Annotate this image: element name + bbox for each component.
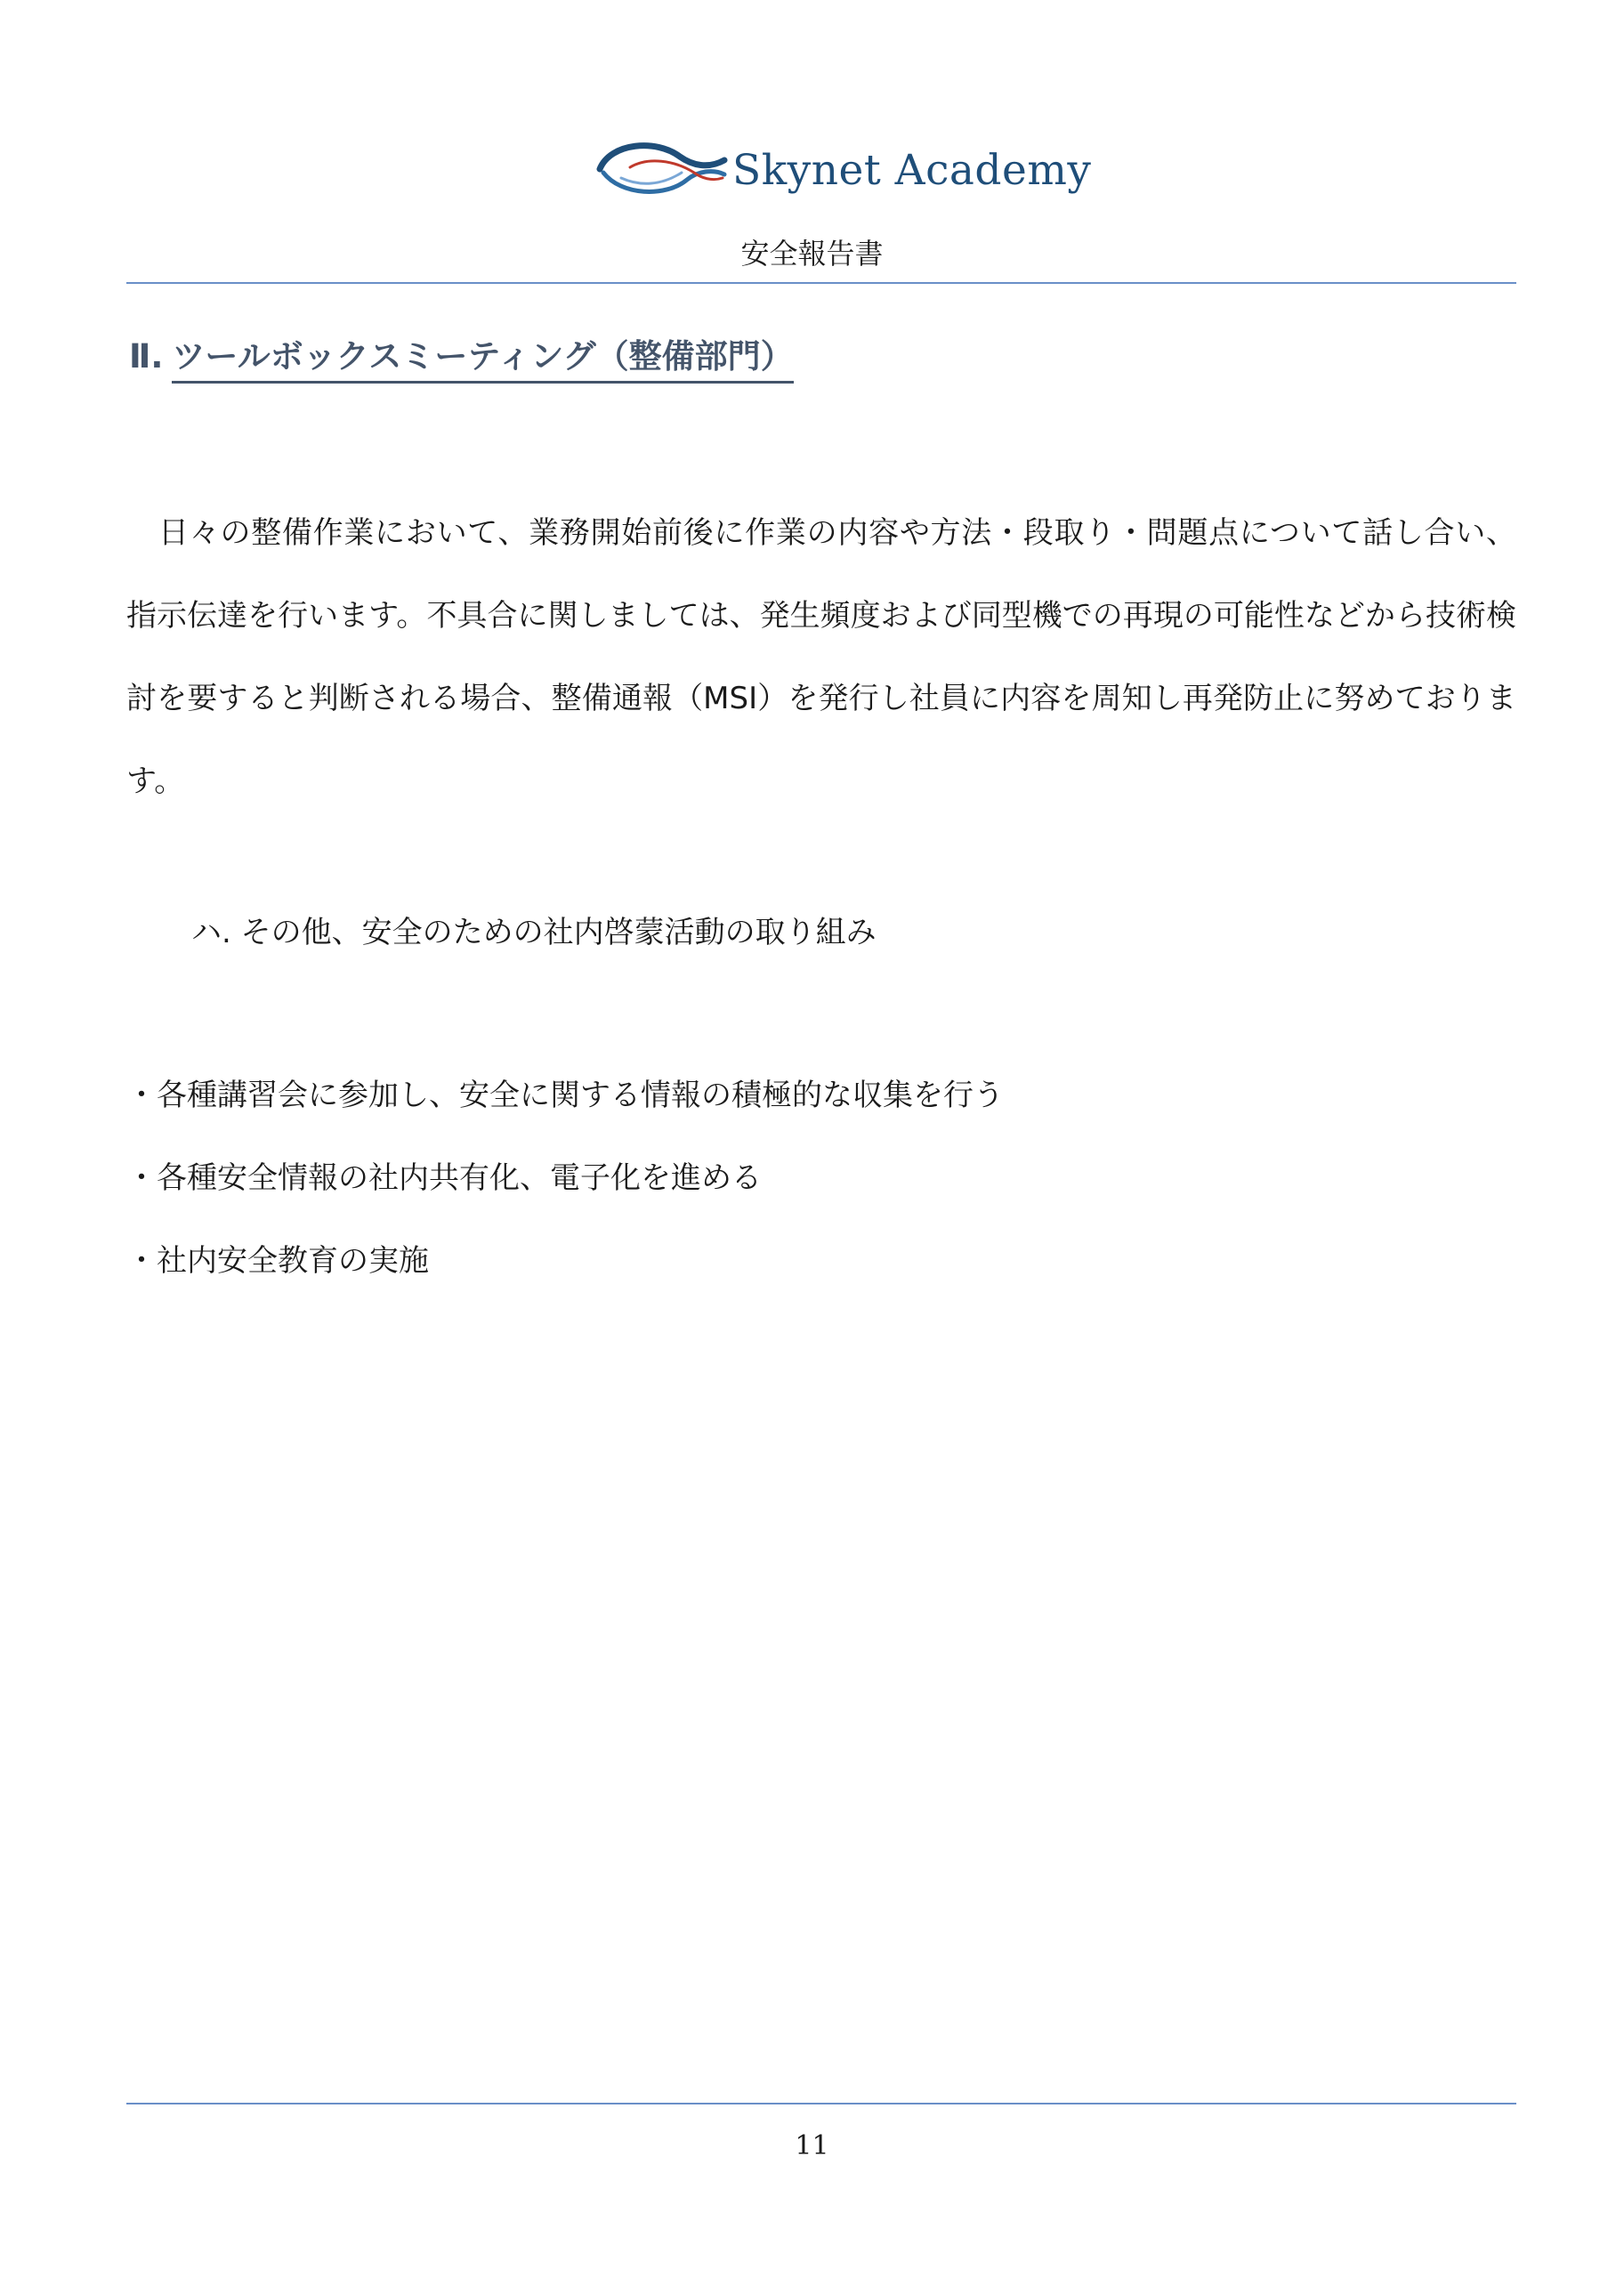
footer-divider bbox=[126, 2103, 1516, 2104]
section-body-paragraph: 日々の整備作業において、業務開始前後に作業の内容や方法・段取り・問題点について話し合い、指示伝達を行います。不具合に関しましては、発生頻度および同型機での再現の可能性などから技術検討を要すると判断される場合、整備通報（MSI）を発行し社員に内容を周知し再発防止に努めております。 bbox=[126, 515, 1516, 799]
brand-logo bbox=[594, 133, 1092, 205]
swoosh-infinity-logo-icon bbox=[594, 133, 728, 205]
bullet-list bbox=[126, 1054, 1004, 1303]
section-title: ツールボックスミーティング（整備部門） bbox=[172, 329, 793, 384]
header-divider bbox=[126, 282, 1516, 284]
subsection-heading: ハ. その他、安全のための社内啓蒙活動の取り組み bbox=[191, 915, 877, 950]
brand-name: Skynet Academy bbox=[732, 146, 1092, 195]
list-item: ・社内安全教育の実施 bbox=[126, 1243, 429, 1279]
page-number: 11 bbox=[795, 2130, 829, 2161]
list-item: ・各種安全情報の社内共有化、電子化を進める bbox=[126, 1160, 762, 1196]
section-heading bbox=[129, 329, 794, 384]
page-header bbox=[0, 0, 1624, 285]
document-title: 安全報告書 bbox=[740, 237, 884, 271]
list-item: ・各種講習会に参加し、安全に関する情報の積極的な収集を行う bbox=[126, 1078, 1004, 1113]
section-number: Ⅱ. bbox=[129, 337, 164, 376]
